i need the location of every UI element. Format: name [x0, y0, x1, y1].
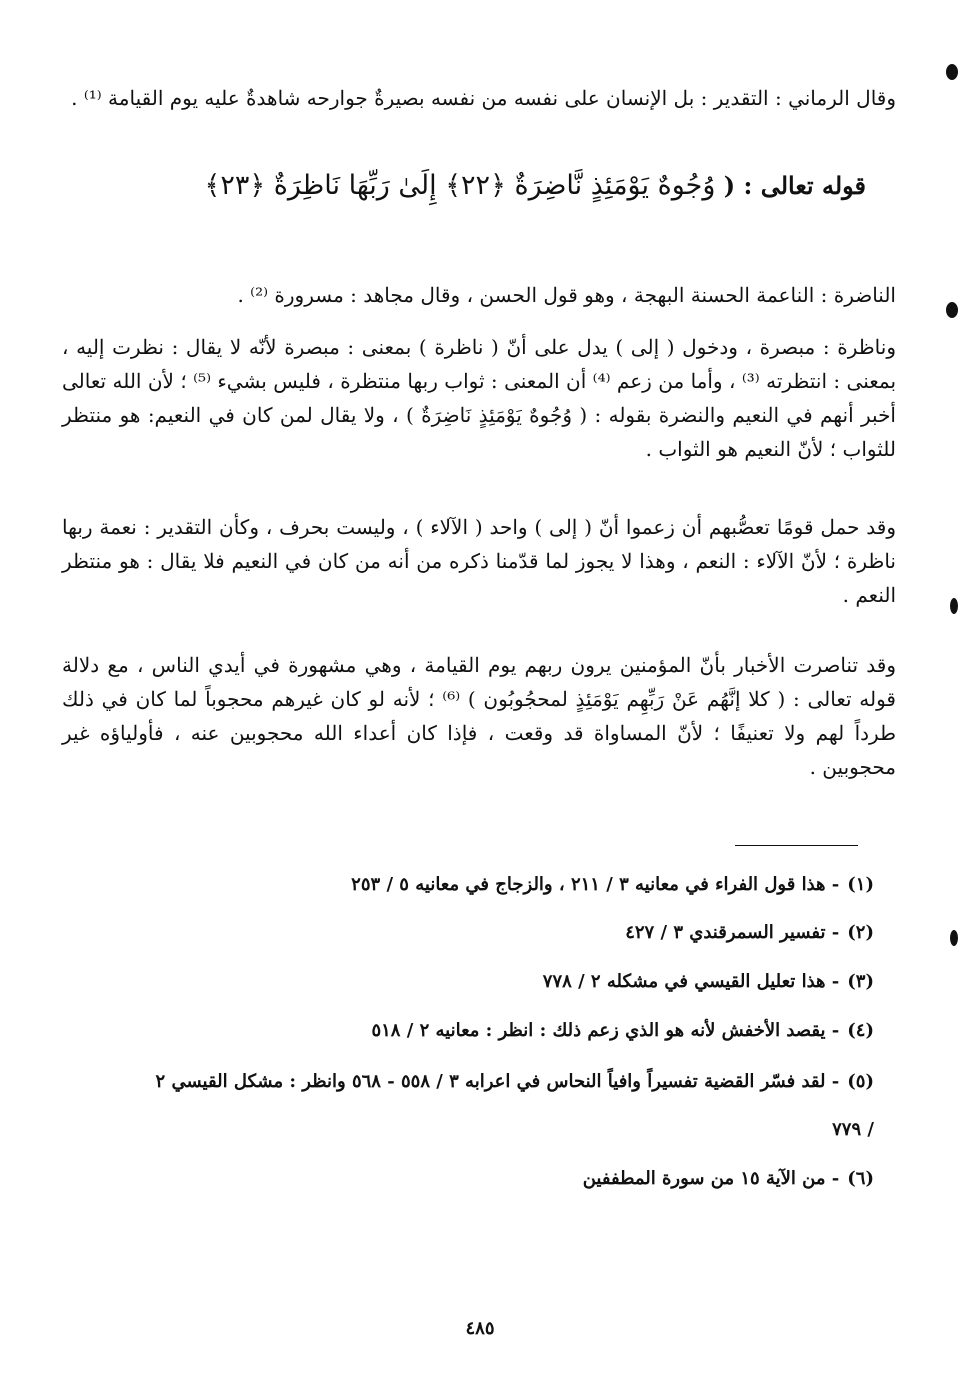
- footnote-number: (٦): [847, 1168, 874, 1189]
- footnote-text: - تفسير السمرقندي ٣ / ٤٢٧: [625, 922, 840, 943]
- footnote-text: - يقصد الأخفش لأنه هو الذي زعم ذلك : انظر : معانيه ٢ / ٥١٨: [371, 1020, 840, 1041]
- footnote: [94, 1166, 874, 1192]
- binding-hole-mark: [946, 302, 958, 318]
- page-number: ٤٨٥: [465, 1318, 495, 1339]
- footnote: [94, 969, 874, 995]
- quran-verse: وُجُوهٌ يَوْمَئِذٍ نَّاضِرَةٌ ﴿٢٢﴾ إِلَىٰ رَبِّهَا نَاظِرَةٌ ﴿٢٣﴾: [204, 170, 716, 201]
- verse-heading: [66, 170, 866, 201]
- paragraph: الناضرة : الناعمة الحسنة البهجة ، وهو قول الحسن ، وقال مجاهد : مسرورة ⁽²⁾ .: [237, 283, 896, 307]
- footnote-text: - لقد فسّر القضية تفسيراً وافياً النحاس في اعرابه ٣ / ٥٥٨ - ٥٦٨ وانظر : مشكل القيسي ٢ / ٧٧٩: [155, 1071, 874, 1140]
- footnote-number: (٥): [847, 1071, 874, 1092]
- footnote-separator: [735, 845, 858, 846]
- binding-hole-mark: [950, 930, 958, 946]
- binding-hole-mark: [946, 64, 958, 80]
- footnote-number: (٢): [847, 922, 874, 943]
- footnote-number: (٣): [847, 971, 874, 992]
- footnote: [94, 872, 874, 898]
- paragraph: وقد حمل قومًا تعصُّبهم أن زعموا أنّ ( إلى ) واحد ( الآلاء ) ، وليست بحرف ، وكأن التقدير : نعمة ربها ناظرة ؛ لأنّ الآلاء : النعم ، وهذا لا يجوز لما قدّمنا ذكره من أنه من كان في النعيم فلا يقال : هو منتظر النعم .: [62, 515, 896, 607]
- footnote-number: (٤): [847, 1020, 874, 1041]
- footnote: [94, 1018, 874, 1044]
- heading-prefix: قوله تعالى : (: [723, 171, 866, 200]
- binding-hole-mark: [950, 598, 958, 614]
- footnote-text: - هذا تعليل القيسي في مشكله ٢ / ٧٧٨: [542, 971, 840, 992]
- footnote-text: - هذا قول الفراء في معانيه ٣ / ٢١١ ، والزجاج في معانيه ٥ / ٢٥٣: [351, 874, 840, 895]
- footnote-number: (١): [847, 874, 874, 895]
- text-line: وقال الرماني : التقدير : بل الإنسان على نفسه من نفسه بصيرةٌ جوارحه شاهدةٌ عليه يوم القيامة ⁽¹⁾ .: [71, 86, 896, 110]
- footnote-text: - من الآية ١٥ من سورة المطففين: [582, 1168, 840, 1189]
- footnote: [154, 1058, 874, 1154]
- footnote: [94, 920, 874, 946]
- paragraph: وقد تناصرت الأخبار بأنّ المؤمنين يرون ربهم يوم القيامة ، وهي مشهورة في أيدي الناس ، مع دلالة قوله تعالى : ( كلا إنَّهُم عَنْ رَبِّهِم يَوْمَئِذٍ لمحجُوبُون ) ⁽⁶⁾ ؛ لأنه لو كان غيرهم محجوباً لما كان في ذلك طرداً لهم ولا تعنيفًا ؛ لأنّ المساواة قد وقعت ، فإذا كان أعداء الله محجوبين عنه ، فأولياؤه غير محجوبين .: [62, 653, 897, 779]
- paragraph: وناظرة : مبصرة ، ودخول ( إلى ) يدل على أنّ ( ناظرة ) بمعنى : مبصرة لأنّه لا يقال : نظرت إليه ، بمعنى : انتظرته ⁽³⁾ ، وأما من زعم ⁽⁴⁾ أن المعنى : ثواب ربها منتظرة ، فليس بشيء ⁽⁵⁾ ؛ لأن الله تعالى أخبر أنهم في النعيم والنضرة بقوله : ( وُجُوهٌ يَوْمَئِذٍ نَاضِرَةٌ ) ، ولا يقال لمن كان في النعيم: هو منتظر للثواب ؛ لأنّ النعيم هو الثواب .: [62, 335, 897, 461]
